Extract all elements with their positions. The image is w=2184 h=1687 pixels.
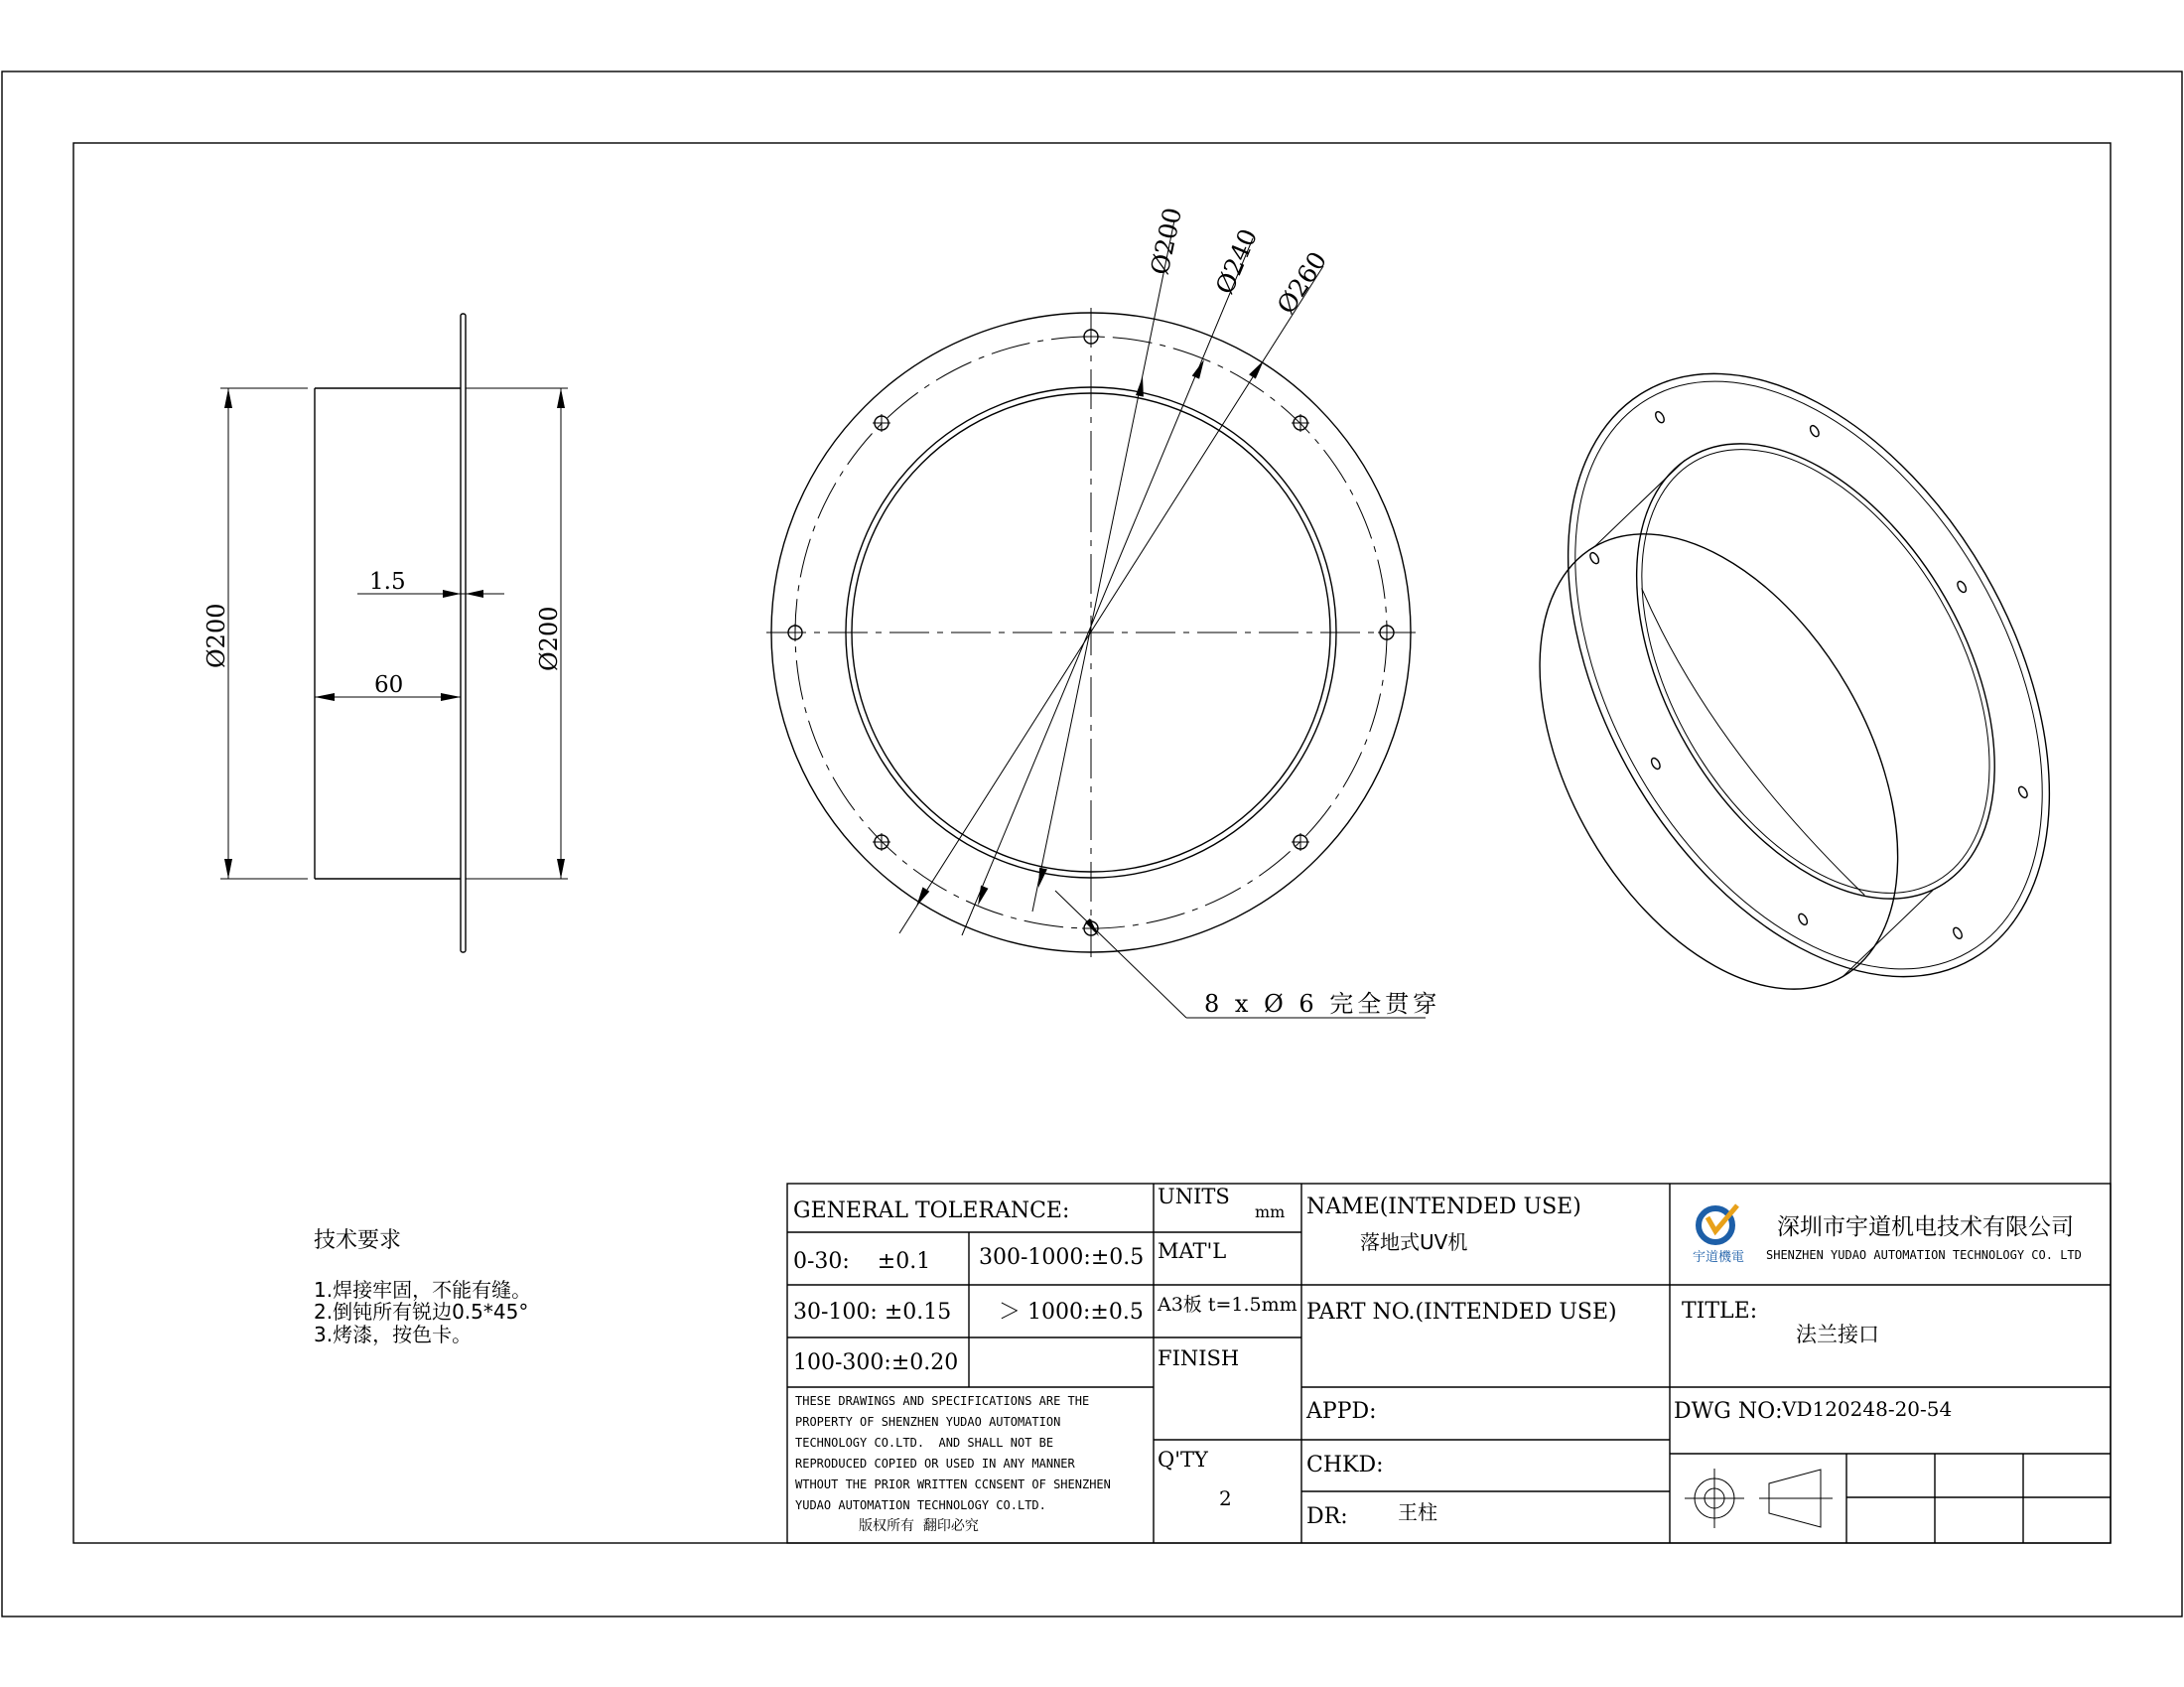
copyright-line-3: TECHNOLOGY CO.LTD. AND SHALL NOT BE [795, 1436, 1054, 1450]
qty-label: Q'TY [1158, 1448, 1208, 1472]
dwg-no-label: DWG NO: [1674, 1399, 1783, 1424]
tol-30-100: 30-100: ±0.15 [793, 1300, 952, 1325]
title-value: 法兰接口 [1796, 1323, 1879, 1346]
name-label: NAME(INTENDED USE) [1306, 1195, 1581, 1219]
iso-flange-outer [1468, 290, 2148, 1061]
projection-symbol [1685, 1469, 1833, 1528]
company-cn: 深圳市宇道机电技术有限公司 [1777, 1214, 2074, 1240]
qty-value: 2 [1219, 1486, 1232, 1510]
tech-item-1: 1.焊接牢固，不能有缝。 [314, 1278, 532, 1302]
title-label: TITLE: [1682, 1299, 1758, 1324]
units-label: UNITS [1158, 1185, 1230, 1208]
title-block [787, 1184, 2111, 1543]
side-dim-right: Ø200 [535, 606, 563, 671]
appd-label: APPD: [1306, 1399, 1377, 1424]
tol-300-1000: 300-1000:±0.5 [979, 1245, 1145, 1270]
tol-gt-1000: ＞ 1000:±0.5 [999, 1300, 1144, 1325]
tech-title: 技术要求 [314, 1228, 402, 1253]
units-value: mm [1255, 1202, 1286, 1221]
copyright-line-1: THESE DRAWINGS AND SPECIFICATIONS ARE THE [795, 1394, 1090, 1408]
flange-plate [461, 314, 466, 952]
name-value: 落地式UV机 [1360, 1230, 1468, 1254]
dr-label: DR: [1306, 1504, 1348, 1529]
tech-item-3: 3.烤漆，按色卡。 [314, 1323, 473, 1346]
isometric-view [1411, 290, 2148, 1094]
tol-100-300: 100-300:±0.20 [793, 1350, 959, 1375]
front-view [766, 205, 1440, 1018]
dwg-no-value: VD120248-20-54 [1782, 1397, 1953, 1421]
part-no-label: PART NO.(INTENDED USE) [1306, 1300, 1617, 1325]
finish-label: FINISH [1158, 1346, 1240, 1370]
general-tolerance-label: GENERAL TOLERANCE: [793, 1198, 1070, 1223]
iso-bore [1563, 381, 2069, 960]
iso-holes [1501, 322, 2116, 1029]
company-logo [1693, 1205, 1744, 1265]
side-dim-thickness: 1.5 [369, 569, 406, 595]
copyright-line-4: REPRODUCED COPIED OR USED IN ANY MANNER [795, 1457, 1075, 1471]
material-label: MAT'L [1158, 1239, 1227, 1263]
logo-text: 宇道機電 [1693, 1250, 1745, 1265]
chkd-label: CHKD: [1306, 1453, 1384, 1477]
front-dim-d1: Ø200 [1145, 205, 1188, 278]
side-dim-length: 60 [374, 672, 404, 698]
material-value: A3板 t=1.5mm [1158, 1294, 1297, 1316]
front-dim-d2: Ø240 [1209, 224, 1264, 299]
front-dim-d3: Ø260 [1271, 246, 1333, 320]
outer-border [2, 71, 2182, 1617]
tech-item-2: 2.倒钝所有锐边0.5*45° [314, 1300, 529, 1324]
copyright-line-2: PROPERTY OF SHENZHEN YUDAO AUTOMATION [795, 1415, 1061, 1429]
tol-0-30: 0-30: ±0.1 [793, 1249, 931, 1274]
side-view [203, 314, 568, 952]
copyright-line-6: YUDAO AUTOMATION TECHNOLOGY CO.LTD. [795, 1498, 1046, 1512]
dr-value: 王柱 [1398, 1500, 1437, 1524]
copyright-cn: 版权所有 翻印必究 [859, 1518, 979, 1534]
tech-requirements [314, 1228, 531, 1346]
side-dim-left: Ø200 [203, 603, 230, 668]
holes-note: 8 x Ø 6 完全贯穿 [1204, 990, 1441, 1018]
company-en: SHENZHEN YUDAO AUTOMATION TECHNOLOGY CO. LTD [1766, 1248, 2082, 1262]
copyright-line-5: WTHOUT THE PRIOR WRITTEN CCNSENT OF SHENZHEN [795, 1477, 1111, 1491]
